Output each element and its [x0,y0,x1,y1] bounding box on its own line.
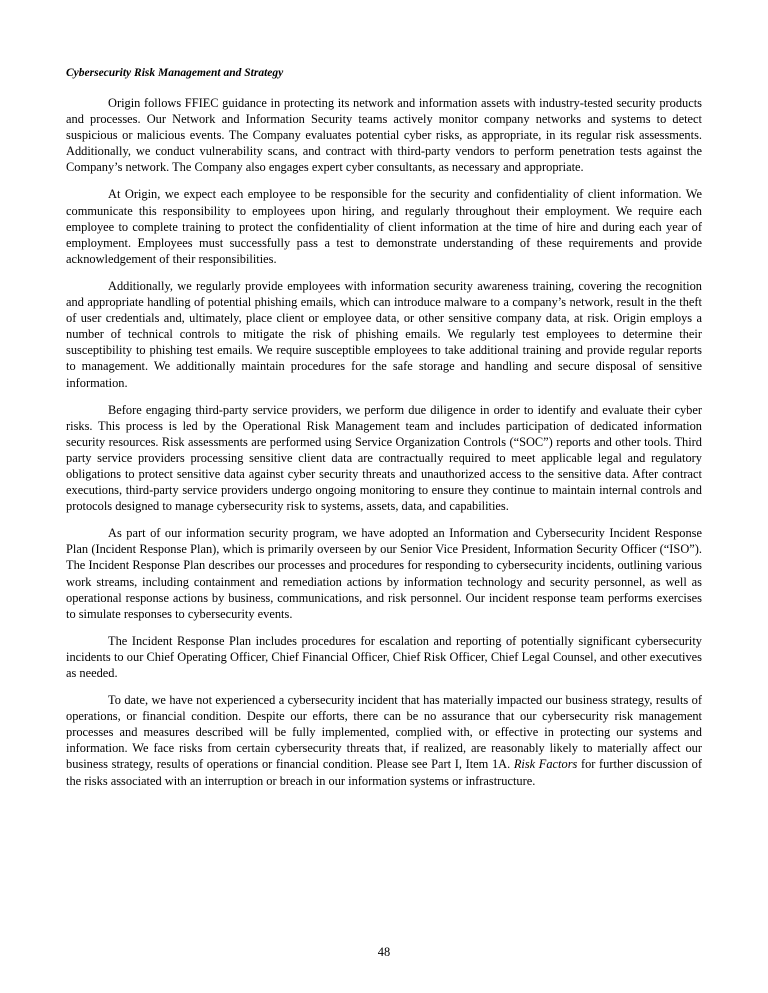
page-number: 48 [377,945,391,959]
paragraph-3: Additionally, we regularly provide employees with information security awareness training, covering the recognition and appropriate handling of potential phishing emails, which can introduce malware to a company’s network, result in the theft of user credentials and, ultimately, place client or employee data, or other sensitive company data, at risk. Origin employs a number of technical controls to mitigate the risk of phishing emails. We regularly test employees to determine their susceptibility to phishing test emails. We require susceptible employees to take additional training and provide regular reports to management. We additionally maintain procedures for the safe storage and handling and secure disposal of sensitive information. [66,278,702,390]
section-heading: Cybersecurity Risk Management and Strategy [66,67,284,79]
risk-factors-reference: Risk Factors [513,757,578,772]
paragraph-2: At Origin, we expect each employee to be responsible for the security and confidentiality of client information. We communicate this responsibility to employees upon hiring, and regularly throughout their employment. We require each employee to complete training to protect the confidentiality of client information at the time of hire and during each year of employment. Employees must successfully pass a test to demonstrate understanding of these requirements and provide acknowledgement of their responsibilities. [66,187,702,266]
page-content [66,66,702,789]
final-paragraph-part1: To date, we have not experienced a cybersecurity incident that has materially impacted our business strategy, results of operations, or financial condition. Despite our efforts, there can be no assurance that our cybersecurity risk management processes and measures described will be fully implemented, complied with, or effective in protecting our systems and information. We face risks from certain cybersecurity threats that, if realized, are reasonably likely to materially affect our business strategy, results of operations or financial condition. Please see Part I, Item 1A. [66,693,702,772]
paragraph-1: Origin follows FFIEC guidance in protecting its network and information assets with industry-tested security products and processes. Our Network and Information Security teams actively monitor company networks and systems to detect suspicious or malicious events. The Company evaluates potential cyber risks, as appropriate, in its regular risk assessments. Additionally, we conduct vulnerability scans, and contract with third-party vendors to perform penetration tests against the Company’s network. The Company also engages expert cyber consultants, as necessary and appropriate. [66,96,702,175]
paragraph-6: The Incident Response Plan includes procedures for escalation and reporting of potentially significant cybersecurity incidents to our Chief Operating Officer, Chief Financial Officer, Chief Risk Officer, Chief Legal Counsel, and other executives as needed. [66,633,702,680]
paragraph-4: Before engaging third-party service providers, we perform due diligence in order to identify and evaluate their cyber risks. This process is led by the Operational Risk Management team and includes participation of dedicated information security resources. Risk assessments are performed using Service Organization Controls (“SOC”) reports and other tools. Third party service providers processing sensitive client data are contractually required to meet applicable legal and regulatory obligations to protect sensitive data against cyber security threats and unauthorized access to the sensitive data. After contract executions, third-party service providers undergo ongoing monitoring to ensure they continue to maintain internal controls and protocols designed to manage cybersecurity risk to systems, assets, data, and capabilities. [66,402,702,514]
paragraph-5: As part of our information security program, we have adopted an Information and Cybersecurity Incident Response Plan (Incident Response Plan), which is primarily overseen by our Senior Vice President, Information Security Officer (“ISO”). The Incident Response Plan describes our processes and procedures for responding to cybersecurity incidents, outlining various work streams, including containment and remediation actions by information technology and security personnel, as well as operational response actions by business, communications, and risk personnel. Our incident response team performs exercises to simulate responses to cybersecurity events. [66,526,702,621]
final-paragraph-part2: for further discussion of the risks associated with an interruption or breach in our information systems or infrastructure. [66,757,702,788]
paragraph-7 [66,692,702,789]
